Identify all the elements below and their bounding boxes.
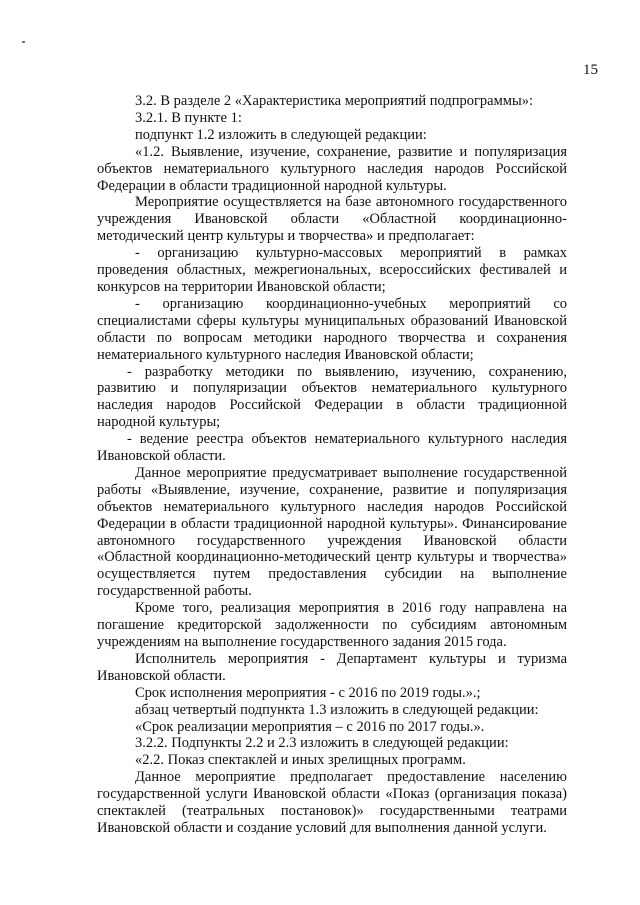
section-heading: 3.2. В разделе 2 «Характеристика мероприятий подпрограммы»: [135,93,533,109]
list-item: - разработку методики по выявлению, изучению, сохранению, развитию и популяризации объектов нематериального культурного наследия народов Российской Федерации в области традиционной народной культуры; [97,363,567,431]
list-item: - ведение реестра объектов нематериального культурного наследия Ивановской области. [97,431,567,465]
subsection-heading: 3.2.2. Подпункты 2.2 и 2.3 изложить в следующей редакции: [135,735,509,752]
paragraph: «Срок реализации мероприятия – с 2016 по 2017 годы.». [135,718,485,735]
paragraph: «1.2. Выявление, изучение, сохранение, развитие и популяризация объектов нематериального культурного наследия народов Российской Федерации в области традиционной народной культуры. [97,143,567,194]
paragraph: Кроме того, реализация мероприятия в 2016 году направлена на погашение кредиторской задолженности по субсидиям автономным учреждениям на выполнение государственного задания 2015 года. [97,600,567,650]
paragraph: Мероприятие осуществляется на базе автономного государственного учреждения Ивановской области «Областной координационно-методический центр культуры и творчества» и предполагает: [97,194,567,245]
paragraph: абзац четвертый подпункта 1.3 изложить в следующей редакции: [135,701,539,718]
subsection-heading: 3.2.1. В пункте 1: [135,109,242,126]
paragraph: Данное мероприятие предусматривает выполнение государственной работы «Выявление, изучение, сохранение, развитие и популяризация объектов нематериального культурного наследия народов Российской Федерации в области традиционной народной культуры». Финансирование автономного государственного учреждения Ивановской области «Областной координационно-методический центр культуры и творчества» осуществляется путем предоставления субсидии на выполнение государственной работы. [97,464,567,600]
paragraph: Данное мероприятие предполагает предоставление населению государственной услуги Ивановской области «Показ (организация показа) спектаклей (театральных постановок)» государственными театрами Ивановской области и создание условий для выполнения данной услуги. [97,769,567,836]
document-body [97,93,567,837]
paragraph: Исполнитель мероприятия - Департамент культуры и туризма Ивановской области. [97,650,567,684]
list-item: - организацию культурно-массовых мероприятий в рамках проведения областных, межрегиональных, всероссийских фестивалей и конкурсов на территории Ивановской области; [97,245,567,295]
scan-artifact [22,41,25,43]
page-number: 15 [583,62,598,78]
paragraph: «2.2. Показ спектаклей и иных зрелищных программ. [135,752,466,769]
list-item: - организацию координационно-учебных мероприятий со специалистами сферы культуры муниципальных образований Ивановской области по вопросам методики народного творчества и сохранения нематериального культурного наследия Ивановской области; [97,295,567,363]
paragraph: Срок исполнения мероприятия - с 2016 по 2019 годы.».; [135,684,481,701]
paragraph: подпункт 1.2 изложить в следующей редакции: [135,126,427,143]
